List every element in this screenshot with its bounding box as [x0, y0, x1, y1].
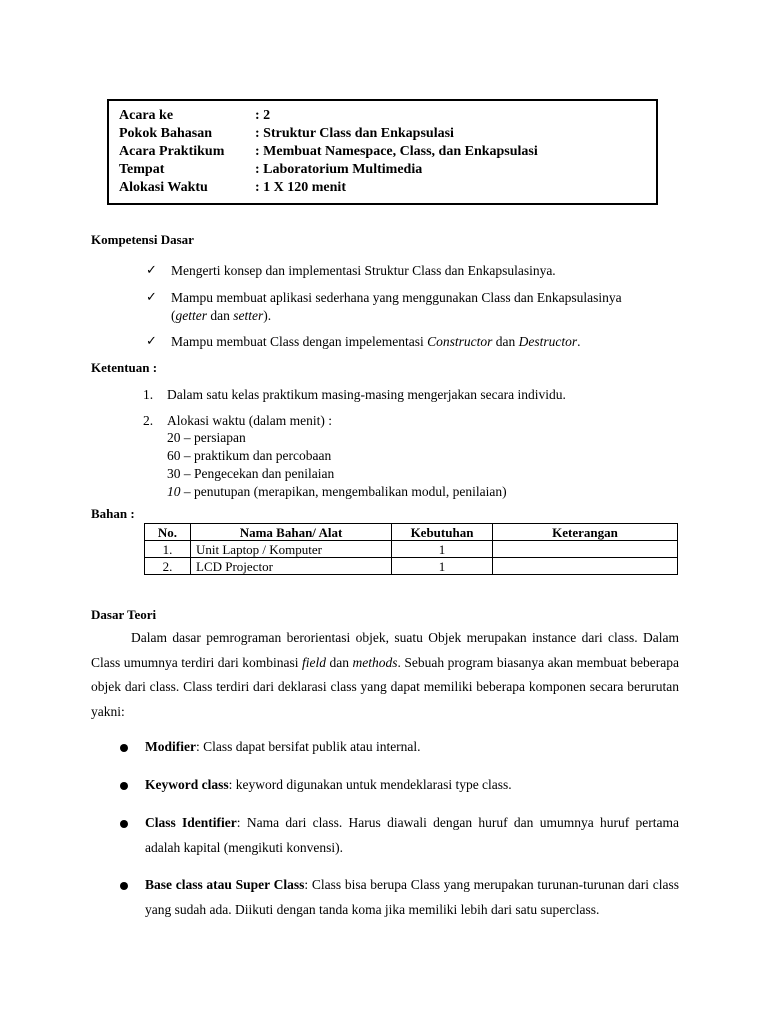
kompetensi-text: Mengerti konsep dan implementasi Struktur Class dan Enkapsulasinya.: [171, 263, 556, 278]
alokasi-line: 30 – Pengecekan dan penilaian: [167, 466, 335, 481]
table-cell-no: 2.: [145, 558, 191, 575]
header-info-box: [107, 99, 658, 205]
bahan-table: [144, 523, 678, 575]
bullet-text: [145, 773, 679, 798]
dasar-teori-title: Dasar Teori: [91, 607, 157, 622]
bullet-dot-icon: [120, 820, 128, 828]
alokasi-minutes: 10: [167, 484, 181, 499]
text-fragment: dan: [207, 308, 234, 323]
table-cell-kebutuhan: 1: [392, 558, 493, 575]
text-fragment: (: [171, 308, 176, 323]
header-key: Tempat: [119, 162, 165, 177]
bullet-term: Modifier: [145, 739, 196, 754]
header-key: Acara Praktikum: [119, 144, 225, 159]
bullet-desc: : Class dapat bersifat publik atau internal.: [195, 739, 421, 754]
item-number: 1.: [143, 387, 154, 402]
header-key: Alokasi Waktu: [119, 180, 208, 195]
header-key: Pokok Bahasan: [119, 126, 212, 141]
header-key: Acara ke: [119, 108, 174, 123]
item-text: Dalam satu kelas praktikum masing-masing mengerjakan secara individu.: [167, 387, 566, 402]
table-row: [145, 558, 678, 575]
text-fragment: Dalam dasar pemrograman berorientasi objek, suatu Objek merupakan instance dari class. Dalam Class umumnya terdiri dari kombinasi: [91, 630, 679, 670]
header-value: : Struktur Class dan Enkapsulasi: [255, 126, 454, 141]
kompetensi-title: Kompetensi Dasar: [91, 232, 194, 247]
bullet-term: Base class atau Super Class: [145, 877, 305, 892]
column-header-kebutuhan: Kebutuhan: [392, 524, 493, 541]
bullet-dot-icon: [120, 782, 128, 790]
header-value: : Laboratorium Multimedia: [255, 162, 423, 177]
checkmark-icon: ✓: [146, 290, 157, 305]
bullet-desc: : Nama dari class. Harus diawali dengan huruf dan umumnya huruf pertama adalah kapital (mengikuti konvensi).: [145, 815, 679, 855]
table-cell-nama: Unit Laptop / Komputer: [191, 541, 392, 558]
column-header-no: No.: [145, 524, 191, 541]
bullet-text: [145, 873, 679, 922]
text-fragment: ).: [263, 308, 272, 323]
table-row: [145, 541, 678, 558]
table-cell-keterangan: [493, 558, 678, 575]
setter-term: setter: [233, 308, 264, 323]
item-text: Alokasi waktu (dalam menit) :: [167, 413, 332, 428]
column-header-keterangan: Keterangan: [493, 524, 678, 541]
table-cell-kebutuhan: 1: [392, 541, 493, 558]
text-fragment: . Sebuah program biasanya akan membuat beberapa objek dari class. Class terdiri dari deklarasi class yang dapat memiliki beberapa komponen secara berurutan yakni:: [91, 654, 679, 719]
bullet-dot-icon: [120, 882, 128, 890]
table-cell-no: 1.: [145, 541, 191, 558]
header-value: : Membuat Namespace, Class, dan Enkapsulasi: [255, 144, 538, 159]
ketentuan-title: Ketentuan :: [91, 360, 158, 375]
text-fragment: dan: [492, 334, 519, 349]
header-value: : 1 X 120 menit: [255, 180, 346, 195]
text-fragment: dan: [325, 654, 353, 670]
bullet-text: [145, 735, 679, 760]
bullet-term: Class Identifier: [145, 815, 237, 830]
bullet-desc: : keyword digunakan untuk mendeklarasi type class.: [228, 777, 512, 792]
bullet-text: [145, 811, 679, 860]
table-cell-nama: LCD Projector: [191, 558, 392, 575]
bahan-title: Bahan :: [91, 506, 135, 521]
dasar-teori-paragraph: [91, 626, 679, 724]
bullet-dot-icon: [120, 744, 128, 752]
alokasi-line: [167, 484, 507, 500]
checkmark-icon: ✓: [146, 334, 157, 349]
bullet-desc: : Class bisa berupa Class yang merupakan turunan-turunan dari class yang sudah ada. Diikuti dengan tanda koma jika memiliki lebih dari satu superclass.: [145, 877, 679, 917]
alokasi-text: – penutupan (merapikan, mengembalikan modul, penilaian): [180, 484, 507, 499]
kompetensi-text: Mampu membuat aplikasi sederhana yang menggunakan Class dan Enkapsulasinya: [171, 290, 622, 305]
column-header-nama: Nama Bahan/ Alat: [191, 524, 392, 541]
kompetensi-text: [171, 333, 580, 350]
constructor-term: Constructor: [427, 334, 493, 349]
alokasi-line: 20 – persiapan: [167, 430, 246, 445]
getter-term: getter: [175, 308, 207, 323]
methods-term: methods: [352, 654, 398, 670]
destructor-term: Destructor: [518, 334, 578, 349]
table-cell-keterangan: [493, 541, 678, 558]
bullet-term: Keyword class: [145, 777, 229, 792]
table-header-row: [145, 524, 678, 541]
checkmark-icon: ✓: [146, 263, 157, 278]
text-fragment: Mampu membuat Class dengan impelementasi: [171, 334, 428, 349]
field-term: field: [301, 654, 326, 670]
alokasi-line: 60 – praktikum dan percobaan: [167, 448, 332, 463]
item-number: 2.: [143, 413, 154, 428]
text-fragment: .: [577, 334, 581, 349]
header-value: : 2: [255, 108, 271, 123]
kompetensi-text-line2: [171, 307, 271, 324]
